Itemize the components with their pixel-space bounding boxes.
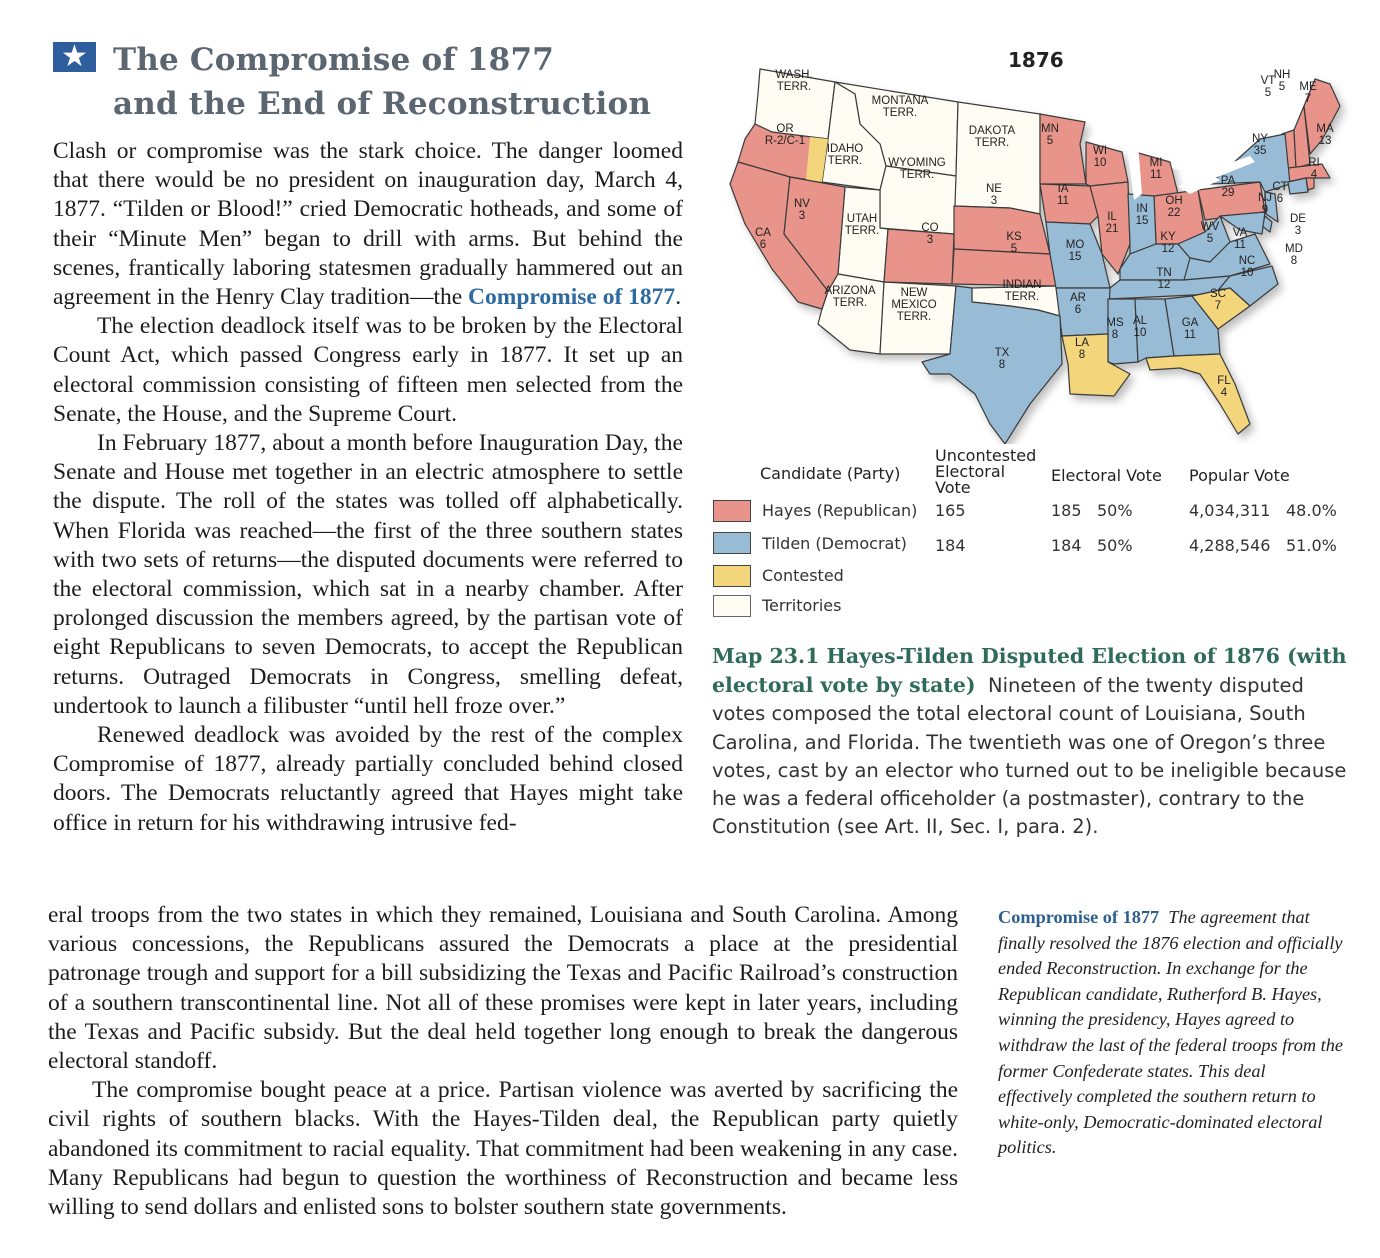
election-map [710,44,1360,444]
paragraph-3: In February 1877, about a month before Inauguration Day, the Senate and House met together in an electric atmosphere to settle the dispute. The roll of the states was tolled off alphabetically. When Florida was reached—the first of the three southern states with two sets of returns—the disputed documents were referred to the electoral commission, which sat in a nearby chamber. After prolonged discussion the members agreed, by the partisan vote of eight Republicans to seven Democrats, to accept the Republican returns. Outraged Democrats in Congress, smelling defeat, undertook to launch a filibuster “until hell froze over.” [53,430,683,719]
map-label-ga: GA 11 [1181,317,1199,341]
map-label-ms: MS 8 [1106,317,1124,341]
map-label-new-mexico: NEW MEXICO TERR. [891,287,937,323]
map-label-me: ME 7 [1299,81,1317,105]
paragraph-4-continued: eral troops from the two states in which they remained, Louisiana and South Carolina. Among various concessions, the Republicans assured the Democrats a place at the presidential patronage trough and support for a bill subsidizing the Texas and Pacific Railroad’s construction of a southern transcontinental line. Not all of these promises were kept in later years, including the Texas and Pacific subsidy. But the deal held together long enough to break the dangerous electoral standoff. [48,902,958,1075]
map-label-la: LA 8 [1074,337,1090,361]
paragraph-1: Clash or compromise was the stark choice. The danger loomed that there would be no president on inauguration day, March 4, 1877. “Tilden or Blood!” cried Democratic hotheads, and some of their “Minute Men” began to drill with arms. But behind the scenes, frantically laboring statesmen gradually hammered out an agreement in the Henry Clay tradition—the Compromise of 1877. [53,138,683,311]
legend-header-uncontested: Uncontested Electoral Vote [935,446,1037,497]
map-label-nv: NV 3 [794,198,810,222]
map-label-ri: RI 4 [1308,157,1320,181]
map-label-tx: TX 8 [994,347,1010,371]
map-region-ne [954,206,1050,254]
full-width-text [48,901,958,1222]
map-region-co [884,229,954,284]
map-label-ia: IA 11 [1057,183,1069,207]
map-label-ca: CA 6 [755,227,771,251]
map-region-fl [1146,354,1250,434]
map-label-mn: MN 5 [1041,123,1059,147]
glossary-term: Compromise of 1877 [998,907,1160,927]
map-label-nc: NC 10 [1238,255,1256,279]
map-label-pa: PA 29 [1220,175,1236,199]
map-label-al: AL 10 [1132,315,1148,339]
map-label-va: VA 11 [1232,227,1248,251]
key-term-compromise-1877[interactable]: Compromise of 1877 [468,284,676,311]
democrat-swatch [713,532,751,554]
map-label-ny: NY 35 [1252,133,1268,157]
map-label-mo: MO 15 [1065,239,1085,263]
section-title [113,38,713,126]
map-label-oh: OH 22 [1165,195,1183,219]
map-caption [712,642,1352,841]
map-label-wash: WASH. TERR. [775,69,813,93]
map-label-md: MD 8 [1285,243,1303,267]
map-label-arizona: ARIZONA TERR. [824,285,876,309]
map-label-ne: NE 3 [986,183,1002,207]
map-label-wi: WI 10 [1092,145,1108,169]
map-label-wv: WV 5 [1200,221,1220,245]
great-lake-1 [1088,128,1165,144]
great-lake-3 [1168,144,1195,172]
star-icon: ★ [53,42,96,72]
map-label-ma: MA 13 [1316,123,1334,147]
map-label-vt: VT 5 [1260,75,1276,99]
map-label-co: CO 3 [921,222,939,246]
paragraph-2: The election deadlock itself was to be broken by the Electoral Count Act, which passed Congress early in 1877. It set up an electoral commission consisting of fifteen men selected from the Senate, the House, and the Supreme Court. [53,313,683,427]
paragraph-5: The compromise bought peace at a price. Partisan violence was averted by sacrificing the civil rights of southern blacks. With the Hayes-Tilden deal, the Republican party quietly abandoned its commitment to racial equality. That commitment had been weakening in any case. Many Republicans had begun to question the worthiness of Reconstruction and became less willing to send dollars and enlisted sons to bolster southern state governments. [48,1077,958,1221]
map-label-idaho: IDAHO TERR. [826,143,864,167]
map-label-fl: FL 4 [1217,375,1231,399]
section-title-line-2: and the End of Reconstruction [113,86,652,122]
glossary-text: The agreement that finally resolved the 1876 election and officially ended Reconstruction. In exchange for the Republican candidate, Rutherford B. Hayes, winning the presidency, Hayes agreed to withdraw the last of the federal troops from the former Confederate states. This deal effectively completed the southern return to white-only, Democratic-dominated electoral politics. [998,907,1343,1158]
map-label-nj: NJ 9 [1257,192,1273,216]
legend-header-electoral: Electoral Vote [1051,466,1162,485]
map-label-utah: UTAH TERR. [844,213,880,237]
great-lake-2 [1128,144,1142,200]
contested-swatch [713,565,751,587]
legend-header-popular: Popular Vote [1189,466,1290,485]
main-text-column [53,137,683,838]
map-label-wyoming: WYOMING TERR. [888,157,946,181]
caption-title: Map 23.1 Hayes-Tilden Disputed Election of 1876 (with electoral vote by state) [712,644,1347,698]
territory-swatch [713,595,751,617]
map-label-dakota: DAKOTA TERR. [968,125,1016,149]
map-label-in: IN 15 [1135,203,1149,227]
map-label-montana: MONTANA TERR. [871,95,929,119]
map-label-ct: CT 6 [1272,181,1288,205]
map-region-ia [1040,184,1098,224]
section-title-line-1: The Compromise of 1877 [113,42,554,78]
map-label-ks: KS 5 [1006,231,1022,255]
map-label-de: DE 3 [1290,213,1306,237]
map-legend: Candidate (Party) Uncontested Electoral Vote Electoral Vote Popular Vote Hayes (Republican) 165 185 50% 4,034,311 48.0% Tilden (Democrat) 184 184 50% 4,288,546 51.0% Contested Territories [713,448,1363,628]
map-label-sc: SC 7 [1210,288,1226,312]
paragraph-4: Renewed deadlock was avoided by the rest of the complex Compromise of 1877, already partially concluded behind closed doors. The Democrats reluctantly agreed that Hayes might take office in return for his withdrawing intrusive fed- [53,722,683,836]
map-label-nh: NH 5 [1273,69,1291,93]
glossary-definition [998,905,1343,1161]
map-label-il: IL 21 [1105,211,1119,235]
republican-swatch [713,500,751,522]
map-label-mi: MI 11 [1149,157,1163,181]
map-label-ar: AR 6 [1070,292,1086,316]
map-label-indian: INDIAN TERR. [1002,279,1042,303]
legend-header-candidate: Candidate (Party) [760,464,901,483]
map-label-tn: TN 12 [1156,267,1172,291]
map-label-or: OR R-2/C-1 [764,123,806,147]
caption-text: Nineteen of the twenty disputed votes composed the total electoral count of Louisiana, South Carolina, and Florida. The twentieth was one of Oregon’s three votes, cast by an elector who turned out to be ineligible because he was a federal officeholder (a postmaster), contrary to the Constitution (see Art. II, Sec. I, para. 2). [712,674,1347,839]
map-title: 1876 [1008,48,1064,72]
map-label-ky: KY 12 [1160,231,1176,255]
